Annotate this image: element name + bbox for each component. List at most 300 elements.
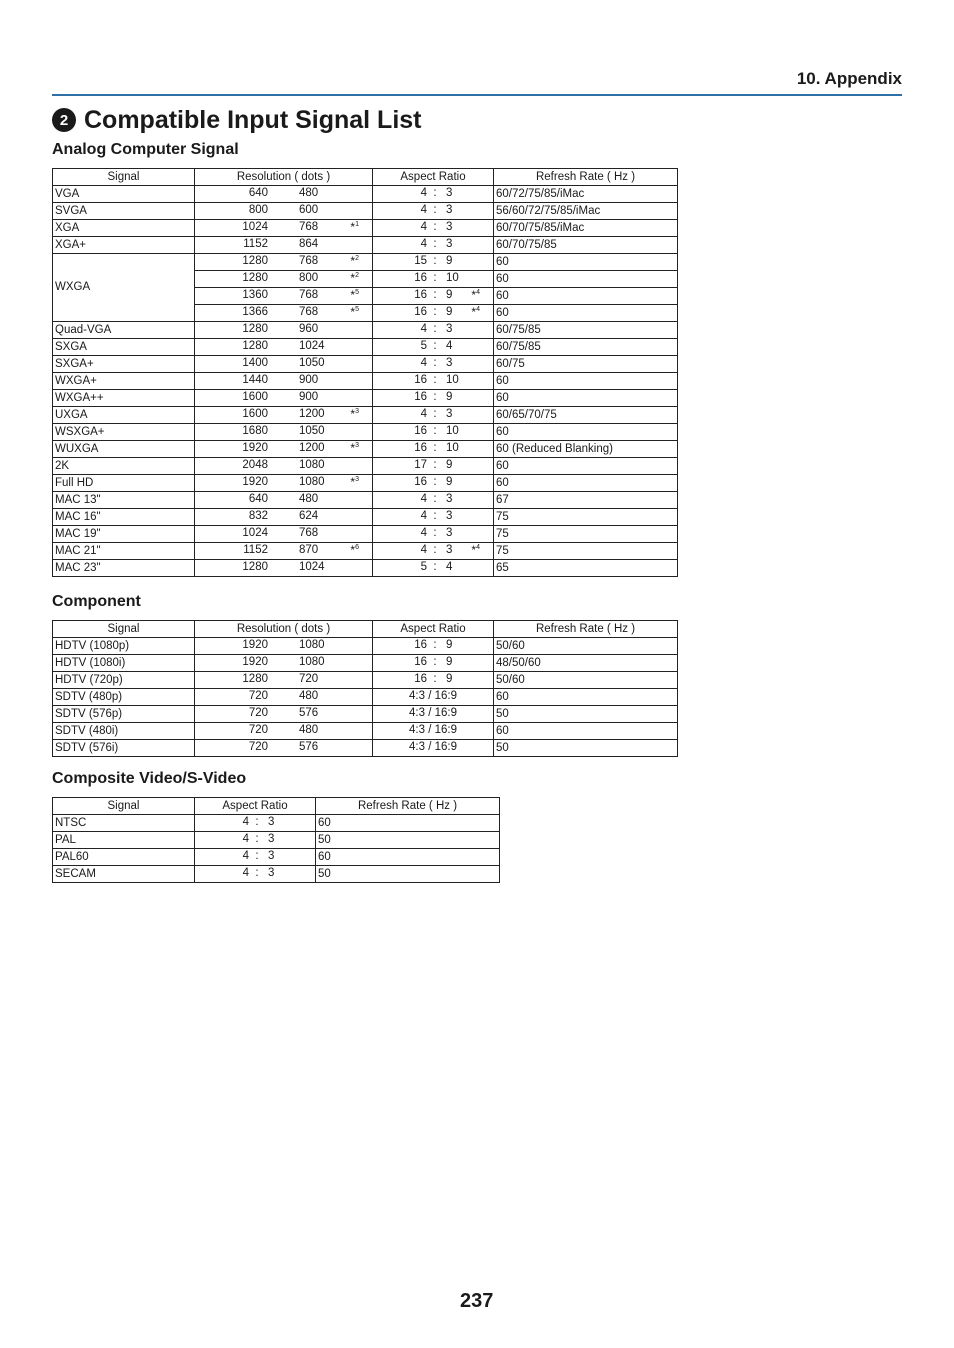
aspect-ratio <box>375 441 491 457</box>
signal-cell: XGA <box>53 220 195 237</box>
resolution-width: 640 <box>248 493 268 505</box>
aspect-ratio <box>375 220 491 236</box>
resolution-width: 1440 <box>242 374 268 386</box>
aspect-height: 3 <box>446 221 453 233</box>
resolution <box>197 186 370 202</box>
aspect-ratio <box>375 458 491 474</box>
resolution-width: 800 <box>248 204 268 216</box>
aspect-separator: : <box>433 442 437 454</box>
resolution-height: 768 <box>299 306 319 318</box>
resolution-width: 1152 <box>243 238 268 250</box>
resolution <box>197 543 370 559</box>
table-row <box>53 832 500 849</box>
aspect-ratio-value: 4:3 / 16:9 <box>409 724 457 736</box>
resolution-cell <box>195 723 373 740</box>
refresh-rate-cell: 56/60/72/75/85/iMac <box>494 203 678 220</box>
resolution <box>197 526 370 542</box>
resolution-width: 1920 <box>242 476 268 488</box>
aspect-height: 9 <box>446 639 453 651</box>
resolution-width: 720 <box>248 724 268 736</box>
signal-cell: 2K <box>53 458 195 475</box>
resolution-height: 1080 <box>299 476 325 488</box>
aspect-height: 10 <box>446 442 459 454</box>
aspect-height: 3 <box>446 510 453 522</box>
column-header-signal: Signal <box>53 798 195 815</box>
aspect-ratio <box>375 322 491 338</box>
resolution <box>197 407 370 423</box>
aspect-ratio-value: 4:3 / 16:9 <box>409 707 457 719</box>
resolution-width: 1600 <box>242 391 268 403</box>
signal-cell: SECAM <box>53 866 195 883</box>
refresh-rate-cell: 75 <box>494 509 678 526</box>
aspect-separator: : <box>433 306 437 318</box>
aspect-separator: : <box>433 391 437 403</box>
aspect-separator: : <box>433 527 437 539</box>
resolution-cell <box>195 655 373 672</box>
aspect-ratio-cell <box>373 322 494 339</box>
aspect-width: 4 <box>242 850 249 862</box>
aspect-width: 4 <box>420 527 427 539</box>
resolution-note <box>350 543 359 559</box>
aspect-separator: : <box>433 408 437 420</box>
aspect-separator: : <box>433 255 437 267</box>
resolution-width: 1280 <box>242 255 268 267</box>
resolution-width: 1600 <box>242 408 268 420</box>
table-row <box>53 237 678 254</box>
note-number: 4 <box>476 544 480 551</box>
note-asterisk: * <box>350 305 356 319</box>
table-row <box>53 740 678 757</box>
note-asterisk: * <box>350 543 356 557</box>
resolution-cell <box>195 424 373 441</box>
refresh-rate-cell: 60 <box>494 373 678 390</box>
aspect-width: 16 <box>414 639 427 651</box>
resolution-height: 720 <box>299 673 319 685</box>
table-row <box>53 638 678 655</box>
aspect-width: 4 <box>420 408 427 420</box>
aspect-ratio-cell <box>373 655 494 672</box>
resolution-width: 1280 <box>242 323 268 335</box>
refresh-rate-cell: 50 <box>494 740 678 757</box>
aspect-ratio <box>375 509 491 525</box>
aspect-ratio <box>197 815 313 831</box>
resolution-width: 1152 <box>243 544 268 556</box>
aspect-separator: : <box>255 816 259 828</box>
aspect-height: 3 <box>446 204 453 216</box>
resolution-cell <box>195 689 373 706</box>
resolution-cell <box>195 288 373 305</box>
aspect-ratio <box>375 288 491 304</box>
aspect-ratio <box>375 237 491 253</box>
aspect-ratio-cell <box>373 492 494 509</box>
refresh-rate-cell: 50 <box>494 706 678 723</box>
aspect-ratio-cell <box>373 203 494 220</box>
aspect-ratio-cell <box>373 740 494 757</box>
aspect-ratio <box>375 655 491 671</box>
aspect-width: 16 <box>414 442 427 454</box>
signal-cell: HDTV (1080i) <box>53 655 195 672</box>
signal-cell: SDTV (480i) <box>53 723 195 740</box>
resolution-cell <box>195 203 373 220</box>
aspect-note <box>471 305 480 321</box>
aspect-width: 16 <box>414 272 427 284</box>
aspect-width: 16 <box>414 656 427 668</box>
aspect-separator: : <box>255 833 259 845</box>
aspect-height: 3 <box>446 527 453 539</box>
resolution-height: 480 <box>299 724 319 736</box>
table-row <box>53 390 678 407</box>
note-asterisk: * <box>471 305 477 319</box>
component-section-title: Component <box>52 593 141 610</box>
resolution-width: 640 <box>248 187 268 199</box>
resolution-height: 870 <box>299 544 319 556</box>
aspect-separator: : <box>433 340 437 352</box>
aspect-height: 3 <box>446 544 453 556</box>
resolution-height: 1200 <box>299 442 325 454</box>
aspect-ratio-cell <box>373 560 494 577</box>
refresh-rate-cell: 60 <box>494 254 678 271</box>
resolution-cell <box>195 186 373 203</box>
aspect-width: 4 <box>420 238 427 250</box>
aspect-ratio-cell <box>195 866 316 883</box>
table-header-row <box>53 621 678 638</box>
resolution <box>197 356 370 372</box>
aspect-note <box>471 288 480 304</box>
aspect-ratio-cell <box>373 305 494 322</box>
aspect-height: 10 <box>446 272 459 284</box>
column-header-refresh-rate: Refresh Rate ( Hz ) <box>316 798 500 815</box>
aspect-ratio <box>375 689 491 705</box>
signal-cell: VGA <box>53 186 195 203</box>
aspect-ratio <box>375 271 491 287</box>
aspect-width: 16 <box>414 306 427 318</box>
aspect-separator: : <box>433 673 437 685</box>
resolution-cell <box>195 305 373 322</box>
note-asterisk: * <box>350 288 356 302</box>
resolution-width: 1024 <box>242 221 268 233</box>
aspect-height: 10 <box>446 374 459 386</box>
resolution <box>197 339 370 355</box>
resolution-note <box>350 305 359 321</box>
aspect-height: 9 <box>446 255 453 267</box>
resolution <box>197 220 370 236</box>
note-asterisk: * <box>350 407 356 421</box>
note-number: 1 <box>355 221 359 228</box>
resolution-cell <box>195 271 373 288</box>
analog-section-title: Analog Computer Signal <box>52 141 239 158</box>
aspect-separator: : <box>433 357 437 369</box>
resolution-width: 720 <box>248 690 268 702</box>
aspect-height: 3 <box>446 238 453 250</box>
note-number: 5 <box>355 306 359 313</box>
aspect-width: 4 <box>242 867 249 879</box>
table-row <box>53 655 678 672</box>
resolution-cell <box>195 339 373 356</box>
signal-cell: SDTV (576p) <box>53 706 195 723</box>
aspect-width: 4 <box>420 323 427 335</box>
refresh-rate-cell: 60 <box>316 849 500 866</box>
table-row <box>53 339 678 356</box>
resolution <box>197 740 370 756</box>
resolution-note <box>350 288 359 304</box>
resolution-width: 1280 <box>242 561 268 573</box>
aspect-ratio-cell <box>373 288 494 305</box>
table-row <box>53 407 678 424</box>
signal-cell: NTSC <box>53 815 195 832</box>
resolution <box>197 458 370 474</box>
table-row <box>53 849 500 866</box>
table-row <box>53 203 678 220</box>
signal-cell: WXGA <box>53 254 195 322</box>
chapter-title: 10. Appendix <box>796 69 902 88</box>
resolution-cell <box>195 560 373 577</box>
aspect-width: 4 <box>420 221 427 233</box>
column-header-refresh-rate: Refresh Rate ( Hz ) <box>494 169 678 186</box>
aspect-height: 3 <box>268 833 275 845</box>
signal-cell: MAC 23" <box>53 560 195 577</box>
resolution <box>197 689 370 705</box>
signal-cell: WXGA++ <box>53 390 195 407</box>
refresh-rate-cell: 60/70/75/85/iMac <box>494 220 678 237</box>
resolution-cell <box>195 254 373 271</box>
resolution <box>197 723 370 739</box>
note-asterisk: * <box>471 543 477 557</box>
resolution-width: 1280 <box>242 673 268 685</box>
signal-cell: Full HD <box>53 475 195 492</box>
aspect-note <box>471 543 480 559</box>
aspect-ratio-cell <box>195 832 316 849</box>
refresh-rate-cell: 48/50/60 <box>494 655 678 672</box>
resolution-height: 1050 <box>299 425 325 437</box>
aspect-ratio-cell <box>373 271 494 288</box>
composite-section-title: Composite Video/S-Video <box>52 770 247 787</box>
aspect-height: 3 <box>268 850 275 862</box>
aspect-width: 17 <box>414 459 427 471</box>
column-header-aspect-ratio: Aspect Ratio <box>373 169 494 186</box>
column-header-resolution: Resolution ( dots ) <box>195 621 373 638</box>
resolution <box>197 237 370 253</box>
resolution-width: 1920 <box>242 639 268 651</box>
aspect-separator: : <box>433 238 437 250</box>
refresh-rate-cell: 60 <box>494 458 678 475</box>
aspect-height: 3 <box>446 357 453 369</box>
refresh-rate-cell: 60/65/70/75 <box>494 407 678 424</box>
resolution-note <box>350 220 359 236</box>
aspect-ratio-cell <box>195 815 316 832</box>
aspect-width: 4 <box>242 833 249 845</box>
column-header-aspect-ratio: Aspect Ratio <box>195 798 316 815</box>
aspect-ratio-cell <box>373 706 494 723</box>
aspect-ratio-cell <box>373 638 494 655</box>
aspect-ratio <box>375 339 491 355</box>
resolution-cell <box>195 322 373 339</box>
note-asterisk: * <box>350 220 356 234</box>
aspect-width: 16 <box>414 476 427 488</box>
resolution-cell <box>195 407 373 424</box>
column-header-refresh-rate: Refresh Rate ( Hz ) <box>494 621 678 638</box>
resolution <box>197 638 370 654</box>
resolution-height: 1080 <box>299 639 325 651</box>
aspect-ratio-cell <box>373 441 494 458</box>
signal-cell: PAL60 <box>53 849 195 866</box>
resolution-cell <box>195 356 373 373</box>
signal-cell: WUXGA <box>53 441 195 458</box>
resolution <box>197 390 370 406</box>
signal-cell: HDTV (1080p) <box>53 638 195 655</box>
aspect-height: 3 <box>446 493 453 505</box>
aspect-width: 5 <box>420 340 427 352</box>
table-row <box>53 526 678 543</box>
aspect-ratio-cell <box>195 849 316 866</box>
signal-cell: UXGA <box>53 407 195 424</box>
aspect-ratio-cell <box>373 254 494 271</box>
aspect-height: 9 <box>446 306 453 318</box>
resolution-cell <box>195 543 373 560</box>
table-row <box>53 866 500 883</box>
aspect-separator: : <box>433 639 437 651</box>
resolution-width: 1366 <box>242 306 268 318</box>
resolution-cell <box>195 509 373 526</box>
aspect-separator: : <box>255 850 259 862</box>
table-row <box>53 815 500 832</box>
refresh-rate-cell: 60 <box>494 689 678 706</box>
resolution-cell <box>195 740 373 757</box>
refresh-rate-cell: 60 <box>494 305 678 322</box>
resolution <box>197 706 370 722</box>
aspect-width: 4 <box>420 187 427 199</box>
resolution <box>197 560 370 576</box>
table-row <box>53 560 678 577</box>
aspect-ratio <box>375 492 491 508</box>
aspect-separator: : <box>433 459 437 471</box>
note-number: 6 <box>355 544 359 551</box>
aspect-ratio <box>375 638 491 654</box>
resolution <box>197 509 370 525</box>
resolution-note <box>350 271 359 287</box>
aspect-width: 16 <box>414 391 427 403</box>
resolution-height: 960 <box>299 323 319 335</box>
page-number: 237 <box>460 1290 494 1312</box>
resolution-width: 1920 <box>242 656 268 668</box>
aspect-height: 9 <box>446 476 453 488</box>
signal-cell: WSXGA+ <box>53 424 195 441</box>
resolution-width: 1280 <box>242 272 268 284</box>
signal-cell: SVGA <box>53 203 195 220</box>
aspect-ratio <box>375 254 491 270</box>
table-row <box>53 373 678 390</box>
aspect-ratio-cell <box>373 339 494 356</box>
resolution-height: 1024 <box>299 561 325 573</box>
resolution-height: 800 <box>299 272 319 284</box>
note-number: 2 <box>355 272 359 279</box>
table-row <box>53 254 678 271</box>
aspect-ratio-cell <box>373 237 494 254</box>
resolution-cell <box>195 441 373 458</box>
aspect-width: 4 <box>420 204 427 216</box>
resolution-cell <box>195 220 373 237</box>
aspect-separator: : <box>433 493 437 505</box>
aspect-separator: : <box>433 221 437 233</box>
aspect-ratio-value: 4:3 / 16:9 <box>409 741 457 753</box>
aspect-separator: : <box>433 272 437 284</box>
aspect-ratio <box>375 407 491 423</box>
aspect-ratio <box>375 356 491 372</box>
resolution-height: 768 <box>299 289 319 301</box>
resolution-height: 768 <box>299 221 319 233</box>
resolution <box>197 288 370 304</box>
resolution-note <box>350 475 359 491</box>
resolution <box>197 424 370 440</box>
aspect-ratio <box>375 543 491 559</box>
refresh-rate-cell: 75 <box>494 543 678 560</box>
table-row <box>53 475 678 492</box>
refresh-rate-cell: 60 <box>316 815 500 832</box>
aspect-ratio-cell <box>373 458 494 475</box>
resolution-width: 832 <box>248 510 268 522</box>
signal-cell: SDTV (576i) <box>53 740 195 757</box>
resolution-cell <box>195 237 373 254</box>
refresh-rate-cell: 50/60 <box>494 672 678 689</box>
column-header-resolution: Resolution ( dots ) <box>195 169 373 186</box>
aspect-ratio-cell <box>373 672 494 689</box>
note-number: 4 <box>476 289 480 296</box>
table-row <box>53 492 678 509</box>
refresh-rate-cell: 60/70/75/85 <box>494 237 678 254</box>
refresh-rate-cell: 60/75 <box>494 356 678 373</box>
aspect-separator: : <box>433 425 437 437</box>
refresh-rate-cell: 67 <box>494 492 678 509</box>
aspect-separator: : <box>255 867 259 879</box>
resolution-cell <box>195 638 373 655</box>
table-row <box>53 441 678 458</box>
column-header-signal: Signal <box>53 621 195 638</box>
resolution-height: 768 <box>299 527 319 539</box>
resolution-cell <box>195 475 373 492</box>
aspect-ratio <box>197 832 313 848</box>
aspect-separator: : <box>433 561 437 573</box>
resolution-width: 720 <box>248 707 268 719</box>
table-row <box>53 543 678 560</box>
note-number: 3 <box>355 476 359 483</box>
aspect-ratio-cell <box>373 356 494 373</box>
aspect-ratio <box>375 186 491 202</box>
aspect-ratio <box>197 849 313 865</box>
resolution-height: 480 <box>299 187 319 199</box>
aspect-separator: : <box>433 204 437 216</box>
aspect-ratio-cell <box>373 526 494 543</box>
refresh-rate-cell: 75 <box>494 526 678 543</box>
aspect-height: 3 <box>268 816 275 828</box>
aspect-height: 4 <box>446 561 453 573</box>
resolution-height: 1050 <box>299 357 325 369</box>
aspect-width: 5 <box>420 561 427 573</box>
signal-cell: PAL <box>53 832 195 849</box>
resolution-cell <box>195 458 373 475</box>
refresh-rate-cell: 60 <box>494 390 678 407</box>
aspect-width: 4 <box>420 510 427 522</box>
resolution-height: 576 <box>299 741 319 753</box>
resolution-height: 480 <box>299 690 319 702</box>
table-header-row <box>53 169 678 186</box>
note-asterisk: * <box>350 271 356 285</box>
resolution-height: 900 <box>299 391 319 403</box>
table-row <box>53 723 678 740</box>
aspect-height: 3 <box>268 867 275 879</box>
aspect-ratio-cell <box>373 509 494 526</box>
resolution-cell <box>195 526 373 543</box>
aspect-ratio <box>375 526 491 542</box>
resolution-width: 1280 <box>242 340 268 352</box>
